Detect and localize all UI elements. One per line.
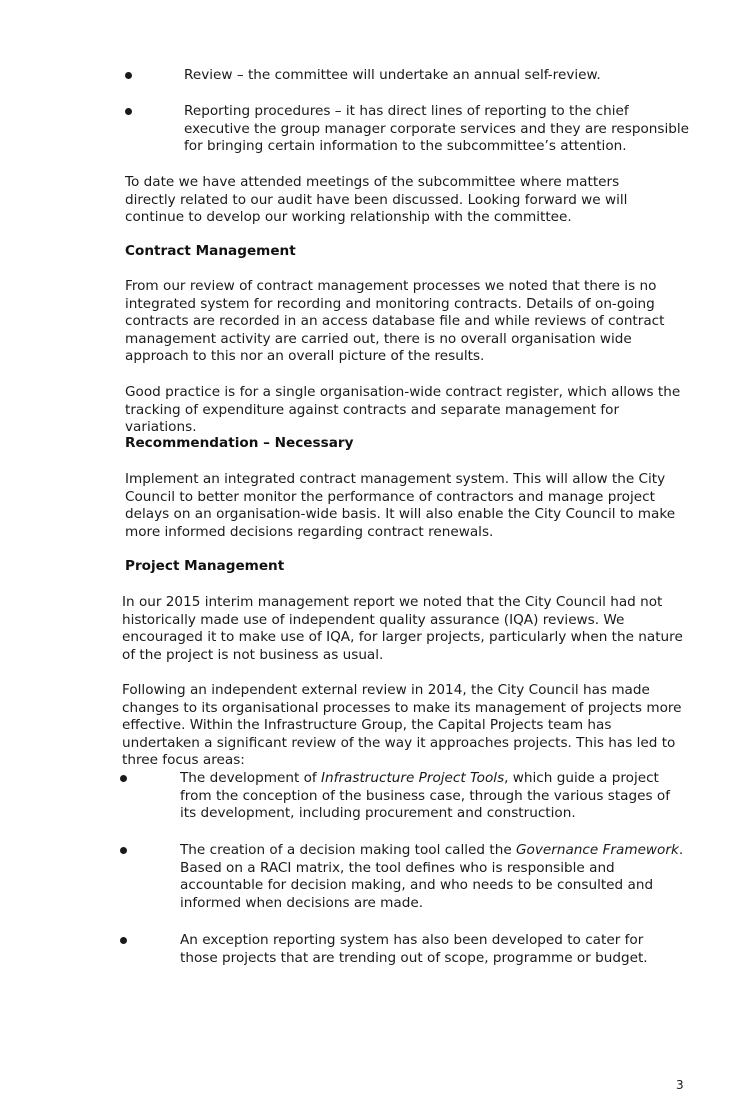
bullet-project-tools-post: , which guide a project from the conception of the business case, through the various stages of its development, including procurement and construction. xyxy=(180,770,671,821)
heading-project-management: Project Management xyxy=(125,558,285,574)
paragraph-external-review: Following an independent external review in 2014, the City Council has made changes to its organisational processes to make its management of projects more effective. Within the Infrastructure Group, the Capital Projects team has undertaken a significant review of the way it approaches projects. This has led to three focus areas: xyxy=(122,682,682,768)
paragraph-contract-review: From our review of contract management processes we noted that there is no integrated system for recording and monitoring contracts. Details of on-going contracts are recorded in an access database file and while reviews of contract management activity are carried out, there is no overall organisation wide approach to this nor an overall picture of the results. xyxy=(125,278,665,364)
bullet-governance-emphasis: Governance Framework xyxy=(516,842,679,858)
bullet-icon xyxy=(120,847,127,854)
heading-contract-management: Contract Management xyxy=(125,243,296,259)
bullet-exception-reporting: An exception reporting system has also been developed to cater for those projects that are trending out of scope, programme or budget. xyxy=(180,932,648,966)
heading-recommendation: Recommendation – Necessary xyxy=(125,435,354,451)
bullet-icon xyxy=(120,775,127,782)
paragraph-good-practice: Good practice is for a single organisation-wide contract register, which allows the tracking of expenditure against contracts and separate management for variations. xyxy=(125,384,681,435)
paragraph-to-date: To date we have attended meetings of the subcommittee where matters directly related to our audit have been discussed. Looking forward we will continue to develop our working relationship with the committee. xyxy=(125,174,628,225)
bullet-icon xyxy=(125,72,132,79)
bullet-icon xyxy=(125,108,132,115)
bullet-project-tools-pre: The development of xyxy=(180,770,322,786)
bullet-review: Review – the committee will undertake an annual self-review. xyxy=(184,67,601,83)
bullet-project-tools xyxy=(180,770,690,823)
paragraph-recommendation: Implement an integrated contract management system. This will allow the City Council to better monitor the performance of contractors and manage project delays on an organisation-wide basis. It will also enable the City Council to make more informed decisions regarding contract renewals. xyxy=(125,471,676,540)
bullet-icon xyxy=(120,937,127,944)
page-number: 3 xyxy=(676,1078,684,1092)
bullet-governance-pre: The creation of a decision making tool called the xyxy=(180,842,517,858)
paragraph-interim-report: In our 2015 interim management report we noted that the City Council had not historically made use of independent quality assurance (IQA) reviews. We encouraged it to make use of IQA, for larger projects, particularly when the nature of the project is not business as usual. xyxy=(122,594,683,663)
bullet-project-tools-emphasis: Infrastructure Project Tools xyxy=(321,770,505,786)
bullet-governance-framework xyxy=(180,842,695,912)
bullet-reporting-procedures: Reporting procedures – it has direct lines of reporting to the chief executive the group manager corporate services and they are responsible for bringing certain information to the subcommittee’s attention. xyxy=(184,103,690,154)
bullet-governance-post: . Based on a RACI matrix, the tool defines who is responsible and accountable for decision making, and who needs to be consulted and informed when decisions are made. xyxy=(180,842,684,911)
